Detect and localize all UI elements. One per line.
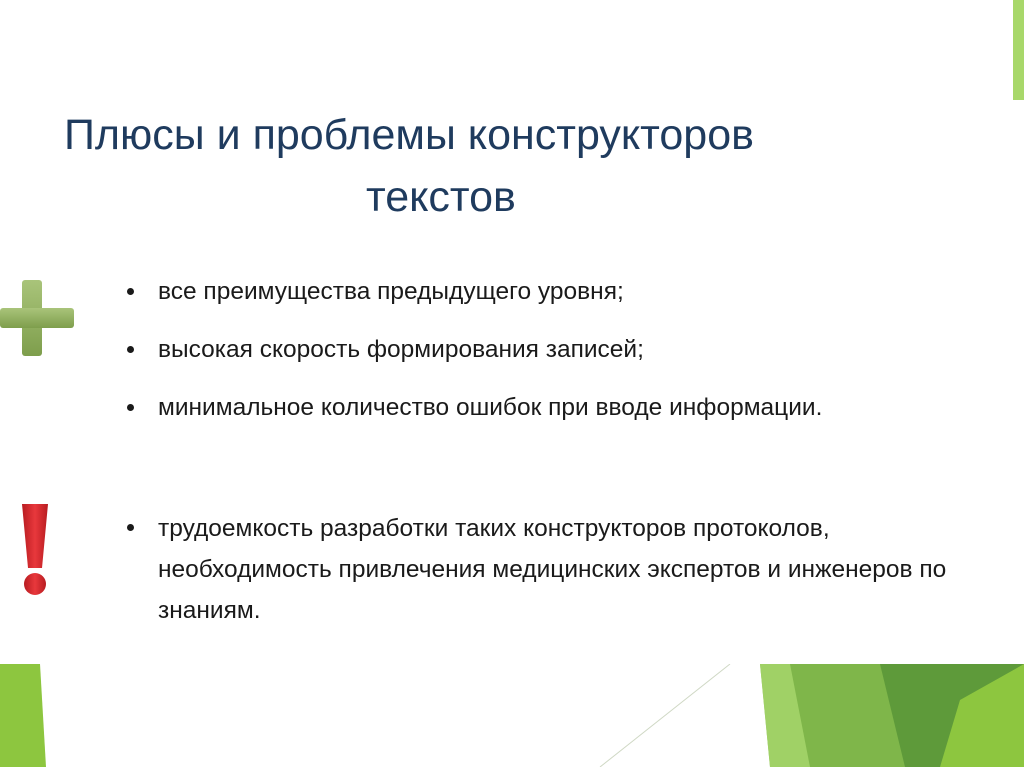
exclamation-icon [14,500,56,602]
cons-item-1: трудоемкость разработки таких конструкторов протоколов, необходимость привлечения медицинских экспертов и инженеров по знаниям. [124,508,964,631]
cons-list [124,508,964,650]
plus-icon [0,276,76,360]
pros-list [124,272,964,446]
slide-title-line-1: Плюсы и проблемы конструкторов [64,111,754,159]
slide-title [40,104,910,228]
pros-item-2: высокая скорость формирования записей; [124,330,964,369]
pros-item-1: все преимущества предыдущего уровня; [124,272,964,311]
pros-item-3: минимальное количество ошибок при вводе информации. [124,388,964,427]
slide-title-line-2: текстов [366,173,516,221]
